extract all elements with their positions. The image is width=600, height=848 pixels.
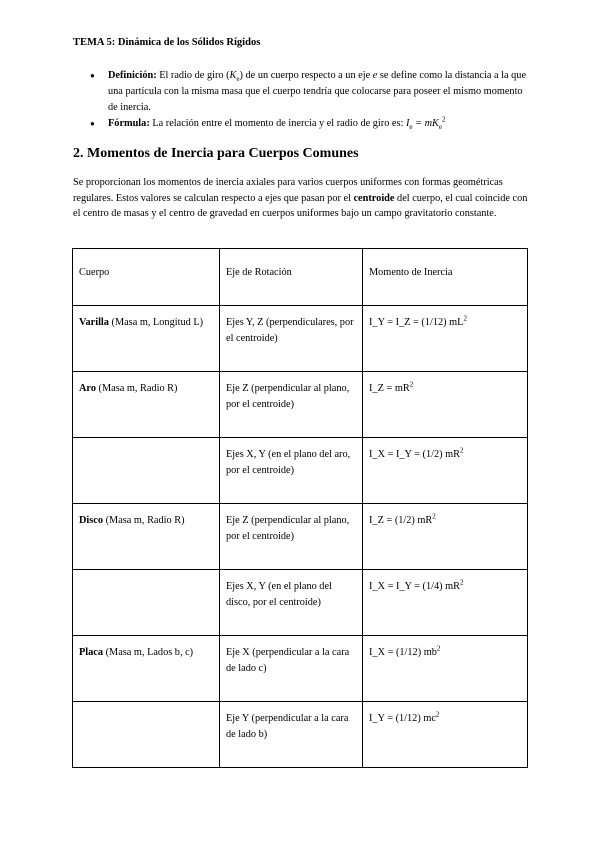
bullet-definition (90, 68, 530, 116)
body-cell (73, 372, 220, 438)
header-cell: Momento de Inercia (363, 249, 528, 306)
object-desc: (Masa m, Radio R) (95, 383, 178, 394)
table-row (73, 372, 528, 438)
moment-exponent: 2 (409, 380, 414, 389)
moment-exponent: 2 (460, 578, 464, 587)
axis-cell: Eje Y (perpendicular a la cara de lado b) (220, 702, 363, 768)
table-header-row (73, 249, 528, 306)
object-name: Varilla (79, 317, 109, 328)
bullet-text: La relación entre el momento de inercia y el radio de giro es: (149, 118, 406, 129)
body-cell (73, 504, 220, 570)
object-desc: (Masa m, Radio R) (103, 515, 185, 526)
moment-text: I_X = I_Y = (1/2) mR (369, 449, 461, 460)
moment-text: I_Y = (1/12) mc (369, 713, 436, 724)
intro-bold: centroide (353, 192, 395, 204)
object-name: Placa (79, 647, 104, 658)
page-header: TEMA 5: Dinámica de los Sólidos Rígidos (73, 37, 261, 48)
table-row (73, 570, 528, 636)
table-row (73, 636, 528, 702)
moment-exponent: 2 (463, 314, 467, 323)
formula-rhs: = mK (412, 118, 439, 129)
moment-text: I_Z = (1/2) mR (369, 515, 433, 526)
moment-cell (363, 570, 528, 636)
symbol-subscript: e (236, 75, 240, 84)
moment-cell (363, 702, 528, 768)
moment-cell (363, 372, 528, 438)
table-row (73, 438, 528, 504)
formula-subscript: e (409, 123, 413, 132)
table-row (73, 306, 528, 372)
moment-cell (363, 438, 528, 504)
formula-exponent: 2 (442, 115, 446, 124)
table-row (73, 504, 528, 570)
header-cell: Cuerpo (73, 249, 220, 306)
body-cell (73, 702, 220, 768)
axis-cell: Ejes Y, Z (perpendiculares, por el centroide) (220, 306, 363, 372)
moment-exponent: 2 (432, 512, 436, 521)
moment-text: I_X = I_Y = (1/4) mR (369, 581, 461, 592)
object-name: Aro (79, 383, 96, 394)
body-cell (73, 570, 220, 636)
header-cell: Eje de Rotación (220, 249, 363, 306)
moment-cell (363, 636, 528, 702)
bullet-text: se define como la distancia a la que una partícula con la misma masa que el cuerpo tendría que colocarse para poseer el mismo momento de inercia. (108, 70, 527, 113)
bullet-label: Fórmula: (108, 118, 150, 129)
axis-cell: Ejes X, Y (en el plano del aro, por el centroide) (220, 438, 363, 504)
moment-text: I_Z = mR (369, 383, 410, 394)
axis-cell: Eje Z (perpendicular al plano, por el centroide) (220, 504, 363, 570)
inertia-table (72, 248, 528, 768)
object-desc: (Masa m, Longitud L) (108, 317, 204, 328)
object-name: Disco (79, 515, 104, 526)
formula-subscript: e (438, 123, 442, 132)
moment-text: I_X = (1/12) mb (369, 647, 437, 658)
bullet-formula (90, 116, 530, 132)
axis-cell: Ejes X, Y (en el plano del disco, por el centroide) (220, 570, 363, 636)
intro-paragraph (73, 175, 533, 222)
moment-text: I_Y = I_Z = (1/12) mL (369, 317, 464, 328)
axis-cell: Eje X (perpendicular a la cara de lado c) (220, 636, 363, 702)
intro-text: Se proporcionan los momentos de inercia axiales para varios cuerpos uniformes con formas geométricas regulares. Estos valores se calculan respecto a ejes que pasan por el (73, 177, 503, 204)
section-title: 2. Momentos de Inercia para Cuerpos Comunes (73, 146, 359, 161)
moment-cell (363, 504, 528, 570)
bullet-text: El radio de giro ( (156, 70, 230, 81)
body-cell (73, 306, 220, 372)
moment-cell (363, 306, 528, 372)
body-cell (73, 438, 220, 504)
bullet-list (90, 68, 530, 132)
formula-I: I (405, 118, 410, 129)
moment-exponent: 2 (436, 644, 441, 653)
intro-text: del cuerpo, el cual coincide con el centro de masas y el centro de gravedad en cuerpos uniformes bajo un campo gravitatorio constante. (73, 192, 528, 220)
symbol-K: K (229, 70, 237, 81)
moment-exponent: 2 (460, 446, 464, 455)
axis-cell: Eje Z (perpendicular al plano, por el centroide) (220, 372, 363, 438)
moment-exponent: 2 (435, 710, 440, 719)
body-cell (73, 636, 220, 702)
object-desc: (Masa m, Lados b, c) (103, 647, 194, 658)
table-row (73, 702, 528, 768)
bullet-text: ) de un cuerpo respecto a un eje (239, 70, 373, 81)
symbol-axis: e (372, 70, 378, 81)
bullet-label: Definición: (108, 70, 157, 81)
